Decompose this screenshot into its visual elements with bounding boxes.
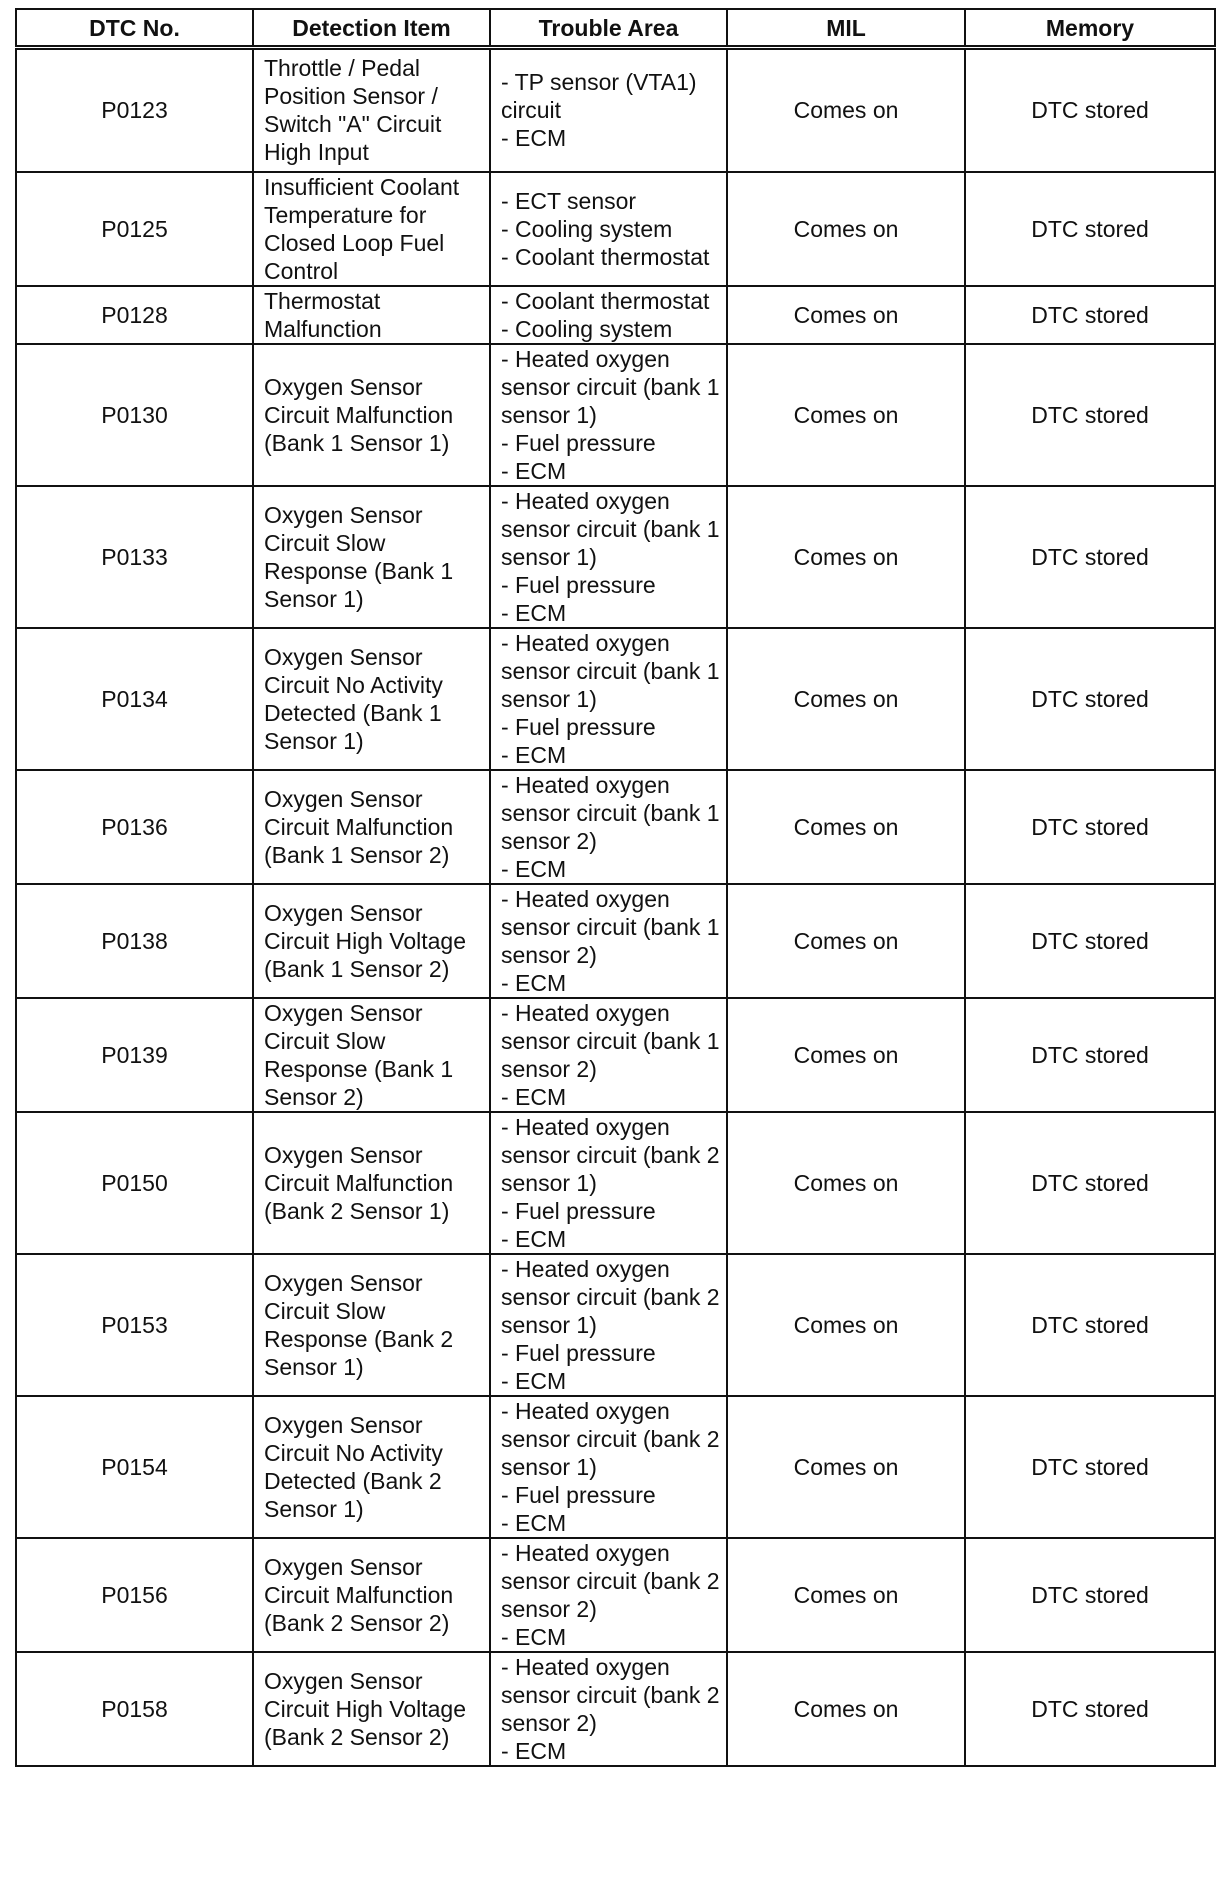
detection-item-cell: Oxygen Sensor Circuit Slow Response (Bank 1 Sensor 2) [253, 998, 490, 1112]
table-row [16, 1538, 1215, 1652]
table-row [16, 1254, 1215, 1396]
header-row [16, 9, 1215, 48]
mil-cell: Comes on [727, 1652, 965, 1766]
mil-cell: Comes on [727, 48, 965, 172]
table-row [16, 628, 1215, 770]
memory-cell: DTC stored [965, 884, 1215, 998]
table-row [16, 998, 1215, 1112]
memory-cell: DTC stored [965, 770, 1215, 884]
dtc-code-cell: P0125 [16, 172, 253, 286]
dtc-code-cell: P0136 [16, 770, 253, 884]
mil-cell: Comes on [727, 1396, 965, 1538]
trouble-area-cell: - Heated oxygen sensor circuit (bank 2 sensor 1) - Fuel pressure - ECM [490, 1254, 727, 1396]
trouble-area-cell: - Heated oxygen sensor circuit (bank 2 sensor 2) - ECM [490, 1652, 727, 1766]
mil-cell: Comes on [727, 172, 965, 286]
table-row [16, 770, 1215, 884]
dtc-code-cell: P0123 [16, 48, 253, 172]
table-body [16, 48, 1215, 1766]
mil-cell: Comes on [727, 1538, 965, 1652]
mil-cell: Comes on [727, 1112, 965, 1254]
detection-item-cell: Oxygen Sensor Circuit Slow Response (Bank 1 Sensor 1) [253, 486, 490, 628]
detection-item-cell: Oxygen Sensor Circuit Malfunction (Bank 2 Sensor 2) [253, 1538, 490, 1652]
dtc-code-cell: P0154 [16, 1396, 253, 1538]
memory-cell: DTC stored [965, 172, 1215, 286]
header-detection-item: Detection Item [253, 9, 490, 48]
mil-cell: Comes on [727, 286, 965, 344]
trouble-area-cell: - Heated oxygen sensor circuit (bank 2 sensor 2) - ECM [490, 1538, 727, 1652]
trouble-area-cell: - Heated oxygen sensor circuit (bank 1 sensor 2) - ECM [490, 998, 727, 1112]
mil-cell: Comes on [727, 486, 965, 628]
mil-cell: Comes on [727, 884, 965, 998]
header-trouble-area: Trouble Area [490, 9, 727, 48]
trouble-area-cell: - Heated oxygen sensor circuit (bank 1 sensor 2) - ECM [490, 770, 727, 884]
trouble-area-cell: - Heated oxygen sensor circuit (bank 1 sensor 1) - Fuel pressure - ECM [490, 628, 727, 770]
header-memory: Memory [965, 9, 1215, 48]
dtc-table [15, 8, 1216, 1767]
memory-cell: DTC stored [965, 1538, 1215, 1652]
detection-item-cell: Oxygen Sensor Circuit No Activity Detected (Bank 1 Sensor 1) [253, 628, 490, 770]
table-row [16, 286, 1215, 344]
table-row [16, 1396, 1215, 1538]
dtc-code-cell: P0128 [16, 286, 253, 344]
detection-item-cell: Oxygen Sensor Circuit Malfunction (Bank 1 Sensor 2) [253, 770, 490, 884]
memory-cell: DTC stored [965, 1396, 1215, 1538]
memory-cell: DTC stored [965, 628, 1215, 770]
dtc-code-cell: P0156 [16, 1538, 253, 1652]
detection-item-cell: Oxygen Sensor Circuit No Activity Detected (Bank 2 Sensor 1) [253, 1396, 490, 1538]
trouble-area-cell: - Heated oxygen sensor circuit (bank 1 sensor 2) - ECM [490, 884, 727, 998]
detection-item-cell: Oxygen Sensor Circuit Malfunction (Bank 1 Sensor 1) [253, 344, 490, 486]
table-row [16, 172, 1215, 286]
mil-cell: Comes on [727, 770, 965, 884]
table-row [16, 1112, 1215, 1254]
detection-item-cell: Throttle / Pedal Position Sensor / Switch "A" Circuit High Input [253, 48, 490, 172]
memory-cell: DTC stored [965, 344, 1215, 486]
memory-cell: DTC stored [965, 286, 1215, 344]
memory-cell: DTC stored [965, 1254, 1215, 1396]
dtc-code-cell: P0158 [16, 1652, 253, 1766]
detection-item-cell: Thermostat Malfunction [253, 286, 490, 344]
trouble-area-cell: - ECT sensor - Cooling system - Coolant thermostat [490, 172, 727, 286]
detection-item-cell: Oxygen Sensor Circuit High Voltage (Bank 1 Sensor 2) [253, 884, 490, 998]
mil-cell: Comes on [727, 1254, 965, 1396]
table-row [16, 884, 1215, 998]
table-row [16, 344, 1215, 486]
dtc-code-cell: P0134 [16, 628, 253, 770]
mil-cell: Comes on [727, 344, 965, 486]
dtc-code-cell: P0153 [16, 1254, 253, 1396]
dtc-code-cell: P0139 [16, 998, 253, 1112]
trouble-area-cell: - Heated oxygen sensor circuit (bank 2 sensor 1) - Fuel pressure - ECM [490, 1396, 727, 1538]
header-dtc-no: DTC No. [16, 9, 253, 48]
table-row [16, 486, 1215, 628]
trouble-area-cell: - Heated oxygen sensor circuit (bank 2 sensor 1) - Fuel pressure - ECM [490, 1112, 727, 1254]
table-row [16, 1652, 1215, 1766]
mil-cell: Comes on [727, 628, 965, 770]
table-header [16, 9, 1215, 48]
dtc-table-page [15, 8, 1214, 1767]
trouble-area-cell: - TP sensor (VTA1) circuit - ECM [490, 48, 727, 172]
detection-item-cell: Oxygen Sensor Circuit Slow Response (Bank 2 Sensor 1) [253, 1254, 490, 1396]
memory-cell: DTC stored [965, 1112, 1215, 1254]
memory-cell: DTC stored [965, 48, 1215, 172]
detection-item-cell: Oxygen Sensor Circuit Malfunction (Bank 2 Sensor 1) [253, 1112, 490, 1254]
detection-item-cell: Oxygen Sensor Circuit High Voltage (Bank 2 Sensor 2) [253, 1652, 490, 1766]
memory-cell: DTC stored [965, 998, 1215, 1112]
dtc-code-cell: P0133 [16, 486, 253, 628]
memory-cell: DTC stored [965, 486, 1215, 628]
header-mil: MIL [727, 9, 965, 48]
trouble-area-cell: - Heated oxygen sensor circuit (bank 1 sensor 1) - Fuel pressure - ECM [490, 344, 727, 486]
memory-cell: DTC stored [965, 1652, 1215, 1766]
detection-item-cell: Insufficient Coolant Temperature for Closed Loop Fuel Control [253, 172, 490, 286]
dtc-code-cell: P0130 [16, 344, 253, 486]
trouble-area-cell: - Coolant thermostat - Cooling system [490, 286, 727, 344]
trouble-area-cell: - Heated oxygen sensor circuit (bank 1 sensor 1) - Fuel pressure - ECM [490, 486, 727, 628]
dtc-code-cell: P0150 [16, 1112, 253, 1254]
table-row [16, 48, 1215, 172]
mil-cell: Comes on [727, 998, 965, 1112]
dtc-code-cell: P0138 [16, 884, 253, 998]
